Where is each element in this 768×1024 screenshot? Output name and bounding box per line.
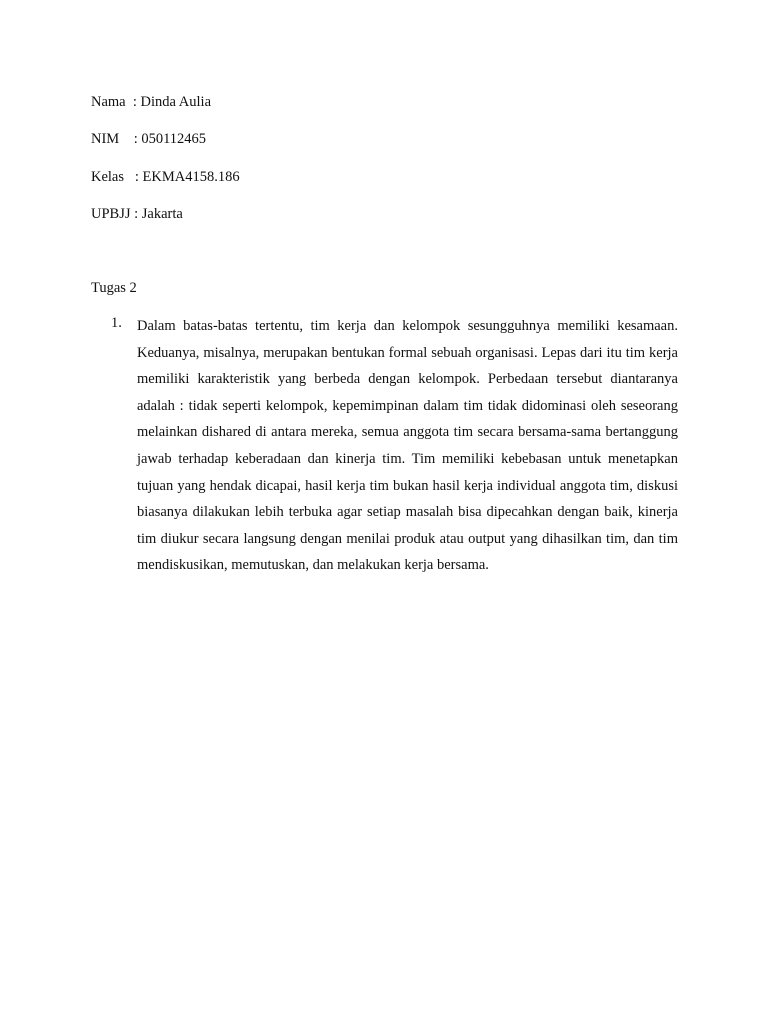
list-item-paragraph: Dalam batas-batas tertentu, tim kerja dan kelompok sesungguhnya memiliki kesamaan. Keduanya, misalnya, merupakan bentukan formal sebuah organisasi. Lepas dari itu tim kerja memiliki karakteristik yang berbeda dengan kelompok. Perbedaan tersebut diantaranya adalah : tidak seperti kelompok, kepemimpinan dalam tim tidak didominasi oleh seseorang melainkan dishared di antara mereka, semua anggota tim secara bersama-sama bertanggung jawab terhadap keberadaan dan kinerja tim. Tim memiliki kebebasan untuk menetapkan tujuan yang hendak dicapai, hasil kerja tim bukan hasil kerja individual anggota tim, diskusi biasanya dilakukan lebih terbuka agar setiap masalah bisa dipecahkan dengan baik, kinerja tim diukur secara langsung dengan menilai produk atau output yang dihasilkan tim, dan tim mendiskusikan, memutuskan, dan melakukan kerja bersama.	[137, 318, 678, 574]
student-upbjj-line: UPBJJ : Jakarta	[91, 206, 183, 222]
student-class-line: Kelas : EKMA4158.186	[91, 169, 240, 185]
list-item-number: 1.	[111, 315, 122, 331]
assignment-title: Tugas 2	[91, 280, 137, 296]
student-name-line: Nama : Dinda Aulia	[91, 94, 212, 110]
student-nim-line: NIM : 050112465	[91, 131, 207, 147]
